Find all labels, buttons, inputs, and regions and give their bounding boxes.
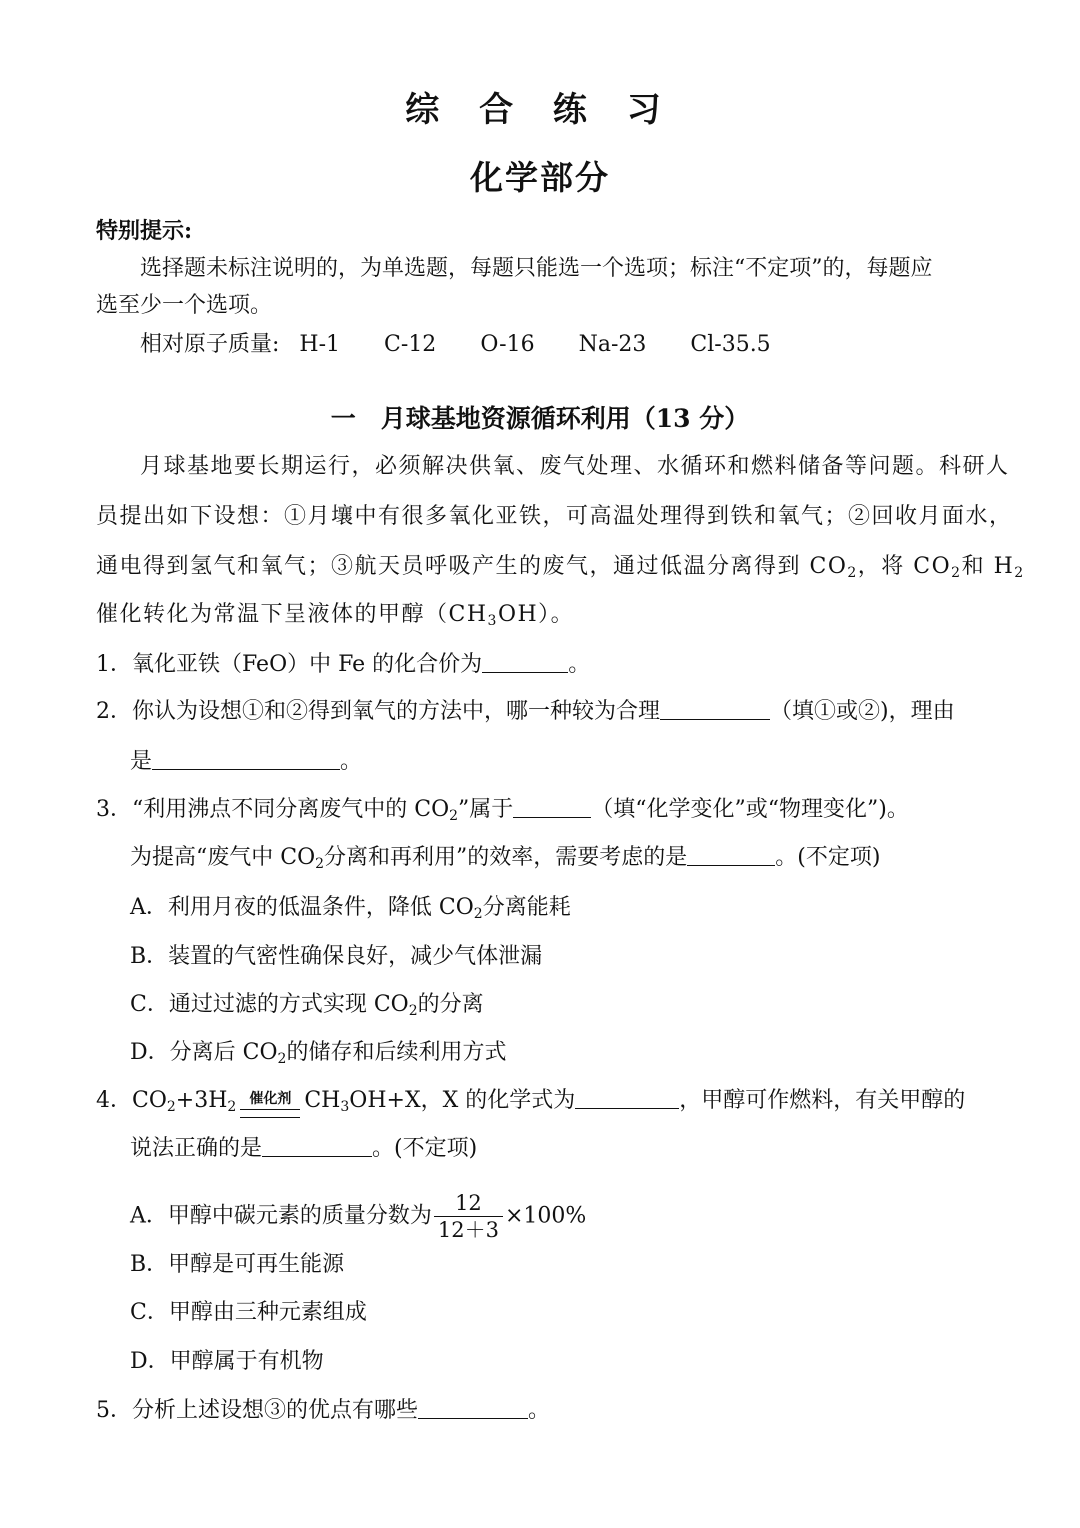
intro-line3-c: 和 H	[961, 554, 1015, 579]
question-4-option-c: C．甲醇由三种元素组成	[130, 1300, 367, 1325]
option-text: ×100%	[504, 1203, 587, 1229]
question-number: 5．	[96, 1398, 132, 1423]
page-title: 综 合 练 习	[405, 90, 675, 130]
notice-line2: 选至少一个选项。	[96, 293, 273, 318]
answer-blank[interactable]	[575, 1086, 679, 1109]
fraction-denominator: 12＋3	[437, 1218, 499, 1242]
question-2-line2	[130, 747, 362, 777]
question-4-option-d: D．甲醇属于有机物	[130, 1349, 324, 1374]
question-3-option-d	[130, 1038, 506, 1068]
reaction-equals-sign	[240, 1091, 300, 1118]
question-text: 。(不定项)	[372, 1136, 478, 1161]
subscript: 2	[951, 565, 962, 581]
option-text: 分离能耗	[482, 895, 571, 920]
intro-line3-b: ，将 CO	[857, 554, 952, 579]
question-number: 4．	[96, 1088, 132, 1113]
question-text: ，甲醇可作燃料，有关甲醇的	[679, 1088, 966, 1113]
intro-line4-b: OH）。	[497, 602, 575, 627]
subscript: 2	[449, 808, 459, 824]
question-3	[96, 795, 909, 825]
question-end: 。	[528, 1398, 551, 1423]
question-1	[96, 650, 590, 680]
equation-part: CO	[132, 1088, 167, 1113]
subscript: 2	[315, 856, 325, 872]
question-text-mid: （填①或②)，理由	[770, 699, 955, 724]
question-2	[96, 697, 955, 727]
notice-heading: 特别提示:	[96, 218, 193, 244]
question-text: 你认为设想①和②得到氧气的方法中，哪一种较为合理	[132, 699, 661, 724]
question-4-option-a	[130, 1190, 586, 1243]
intro-line4-a: 催化转化为常温下呈液体的甲醇（CH	[96, 602, 488, 627]
atomic-mass-c: C-12	[384, 332, 437, 357]
option-text: D．分离后 CO	[130, 1040, 278, 1065]
intro-line1: 月球基地要长期运行，必须解决供氧、废气处理、水循环和燃料储备等问题。科研人	[140, 454, 1010, 479]
subscript: 2	[408, 1003, 418, 1019]
answer-blank[interactable]	[660, 697, 770, 720]
question-text: 是	[130, 749, 153, 774]
subscript: 3	[340, 1099, 350, 1115]
answer-blank[interactable]	[418, 1396, 528, 1419]
catalyst-label: 催化剂	[249, 1091, 292, 1107]
question-end: 。	[340, 749, 363, 774]
question-3-option-b: B．装置的气密性确保良好，减少气体泄漏	[130, 944, 543, 969]
subscript: 2	[166, 1099, 176, 1115]
question-text: ”属于	[458, 797, 514, 822]
subscript: 2	[1014, 565, 1025, 581]
option-text: 的分离	[417, 992, 484, 1017]
question-text: （填“化学变化”或“物理变化”)。	[591, 797, 909, 822]
atomic-mass-na: Na-23	[578, 332, 647, 357]
intro-line2: 员提出如下设想：①月壤中有很多氧化亚铁，可高温处理得到铁和氧气；②回收月面水，	[96, 504, 1013, 529]
question-end: 。	[568, 652, 591, 677]
question-5	[96, 1396, 550, 1426]
section-heading: 一 月球基地资源循环利用（13 分）	[330, 404, 750, 433]
atomic-mass-label: 相对原子质量:	[140, 332, 280, 357]
atomic-mass-line	[140, 330, 771, 360]
equals-bars	[240, 1109, 300, 1118]
question-text: 分离和再利用”的效率，需要考虑的是	[324, 845, 688, 870]
subscript: 2	[847, 565, 858, 581]
question-text: 说法正确的是	[130, 1136, 263, 1161]
answer-blank[interactable]	[482, 650, 568, 673]
question-text: 。(不定项)	[775, 845, 881, 870]
equation-part: OH+X，X 的化学式为	[349, 1088, 576, 1113]
equation-part: +3H	[175, 1088, 228, 1113]
answer-blank[interactable]	[262, 1134, 372, 1157]
question-number: 2．	[96, 699, 132, 724]
question-text: 氧化亚铁（FeO）中 Fe 的化合价为	[132, 652, 483, 677]
option-text: A．甲醇中碳元素的质量分数为	[130, 1203, 432, 1229]
question-4	[96, 1086, 965, 1118]
question-text: “利用沸点不同分离废气中的 CO	[132, 797, 450, 822]
question-3-option-c	[130, 990, 484, 1020]
question-4-line2	[130, 1134, 477, 1164]
option-text: C．通过过滤的方式实现 CO	[130, 992, 409, 1017]
subscript: 2	[227, 1099, 237, 1115]
intro-line3	[96, 552, 1025, 582]
question-3-line2	[130, 843, 880, 873]
question-3-option-a	[130, 893, 571, 923]
atomic-mass-h: H-1	[299, 332, 341, 357]
page-subtitle: 化学部分	[470, 158, 610, 197]
answer-blank[interactable]	[513, 795, 591, 818]
option-text: A．利用月夜的低温条件，降低 CO	[130, 895, 474, 920]
mass-fraction	[434, 1190, 503, 1243]
notice-line1: 选择题未标注说明的，为单选题，每题只能选一个选项；标注“不定项”的，每题应	[140, 256, 933, 281]
subscript: 3	[487, 613, 498, 629]
atomic-mass-o: O-16	[480, 332, 535, 357]
option-text: 的储存和后续利用方式	[286, 1040, 507, 1065]
equation-part: CH	[304, 1088, 341, 1113]
fraction-numerator: 12	[434, 1190, 503, 1217]
question-number: 1．	[96, 652, 132, 677]
subscript: 2	[277, 1051, 287, 1067]
question-text: 为提高“废气中 CO	[130, 845, 316, 870]
answer-blank[interactable]	[687, 843, 775, 866]
question-4-option-b: B．甲醇是可再生能源	[130, 1252, 345, 1277]
question-text: 分析上述设想③的优点有哪些	[132, 1398, 419, 1423]
question-number: 3．	[96, 797, 132, 822]
intro-line4	[96, 600, 574, 630]
atomic-mass-cl: Cl-35.5	[690, 332, 771, 357]
intro-line3-a: 通电得到氢气和氧气；③航天员呼吸产生的废气，通过低温分离得到 CO	[96, 554, 848, 579]
answer-blank[interactable]	[152, 747, 340, 770]
subscript: 2	[473, 906, 483, 922]
